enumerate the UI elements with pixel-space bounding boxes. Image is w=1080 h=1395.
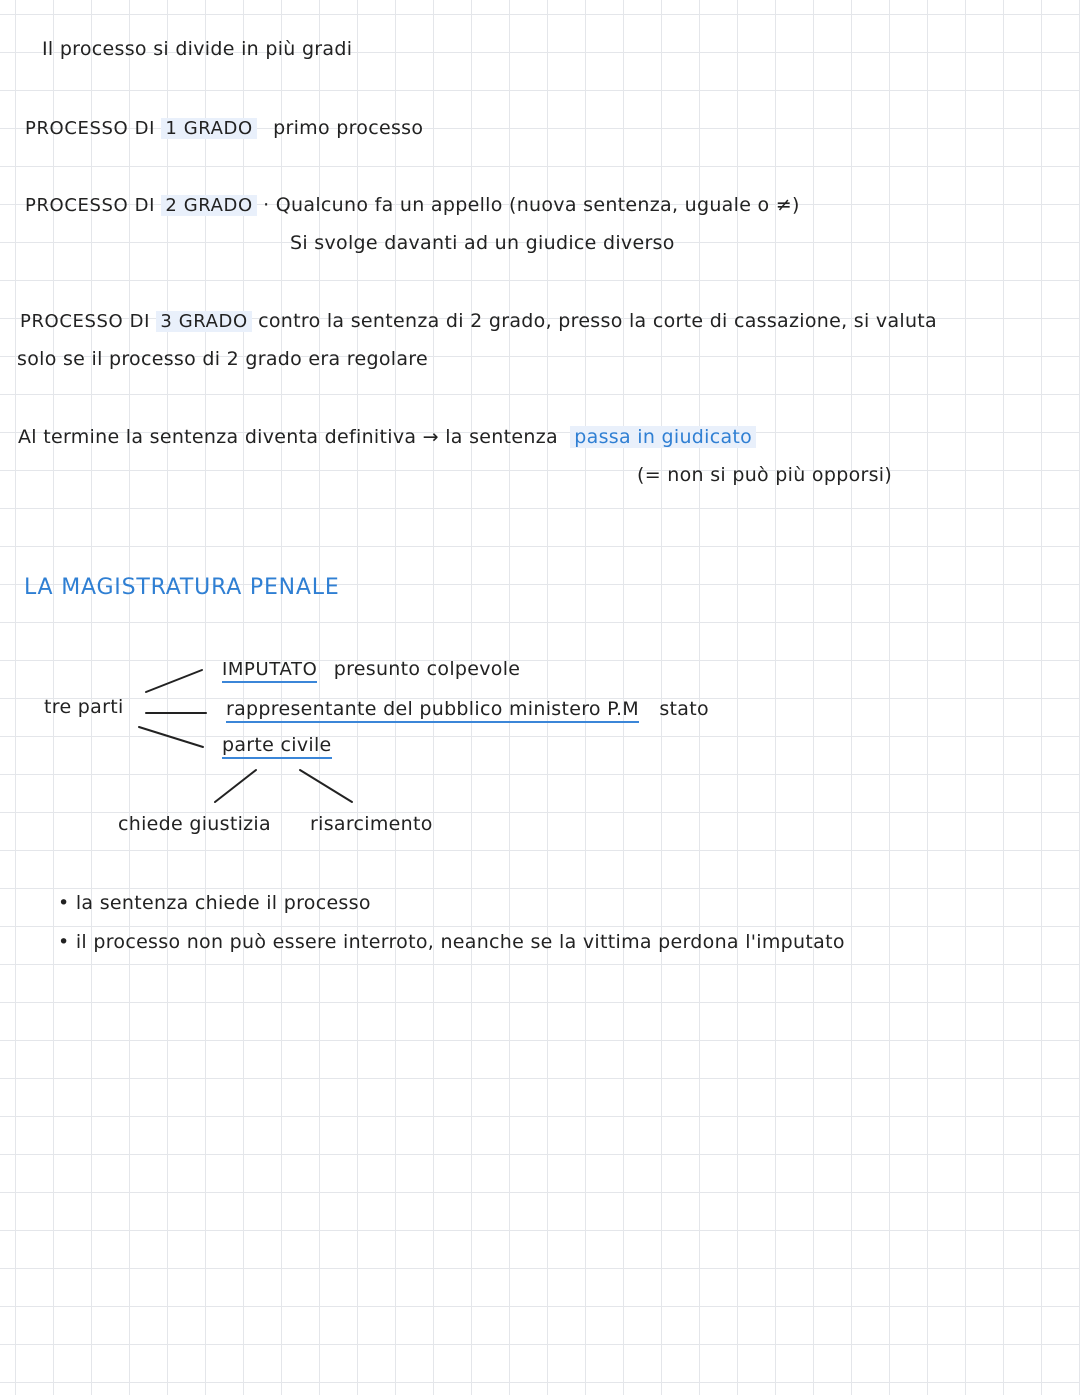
intro-text: Il processo si divide in più gradi bbox=[42, 38, 353, 60]
grado-2-row bbox=[25, 193, 800, 218]
branch-line-imputato bbox=[146, 670, 202, 692]
imputato-row bbox=[222, 657, 520, 682]
rappresentante-row bbox=[226, 697, 709, 721]
grado-3-label: PROCESSO DI bbox=[20, 311, 150, 332]
bullet-item-1: • la sentenza chiede il processo bbox=[58, 892, 371, 914]
rappresentante-label: rappresentante del pubblico ministero P.M bbox=[226, 698, 639, 723]
tre-parti-label: tre parti bbox=[44, 696, 124, 718]
bullet-item-2: • il processo non può essere interroto, neanche se la vittima perdona l'imputato bbox=[58, 931, 845, 953]
giudicato-note: (= non si può più opporsi) bbox=[637, 464, 893, 486]
grado-3-text-line1: contro la sentenza di 2 grado, presso la corte di cassazione, si valuta bbox=[258, 310, 938, 332]
imputato-label: IMPUTATO bbox=[222, 659, 317, 683]
grado-3-row bbox=[20, 309, 937, 334]
termine-text: Al termine la sentenza diventa definitiva → la sentenza bbox=[18, 426, 558, 448]
giudicato-highlight: passa in giudicato bbox=[570, 426, 756, 448]
grado-3-text-line2: solo se il processo di 2 grado era regolare bbox=[17, 348, 428, 370]
grado-2-text-line1: · Qualcuno fa un appello (nuova sentenza, uguale o ≠) bbox=[263, 194, 800, 216]
rappresentante-desc: stato bbox=[659, 698, 709, 720]
parte-civile-row bbox=[222, 733, 332, 757]
grado-1-row bbox=[25, 116, 423, 141]
imputato-desc: presunto colpevole bbox=[333, 658, 521, 680]
termine-row bbox=[18, 425, 756, 449]
risarcimento: risarcimento bbox=[310, 813, 433, 835]
parte-civile-label: parte civile bbox=[222, 734, 332, 759]
grado-2-text-line2: Si svolge davanti ad un giudice diverso bbox=[290, 232, 675, 254]
grado-1-highlight: 1 GRADO bbox=[161, 118, 256, 139]
grado-2-highlight: 2 GRADO bbox=[161, 195, 256, 216]
magistratura-heading: LA MAGISTRATURA PENALE bbox=[24, 575, 340, 600]
branch-line-risarcimento bbox=[300, 770, 352, 802]
branch-line-parte-civile bbox=[139, 727, 203, 747]
chiede-giustizia: chiede giustizia bbox=[118, 813, 271, 835]
grado-1-label: PROCESSO DI bbox=[25, 118, 155, 139]
branch-line-chiede bbox=[215, 770, 256, 802]
grado-1-text: primo processo bbox=[273, 117, 424, 139]
grado-2-label: PROCESSO DI bbox=[25, 195, 155, 216]
grado-3-highlight: 3 GRADO bbox=[156, 311, 251, 332]
